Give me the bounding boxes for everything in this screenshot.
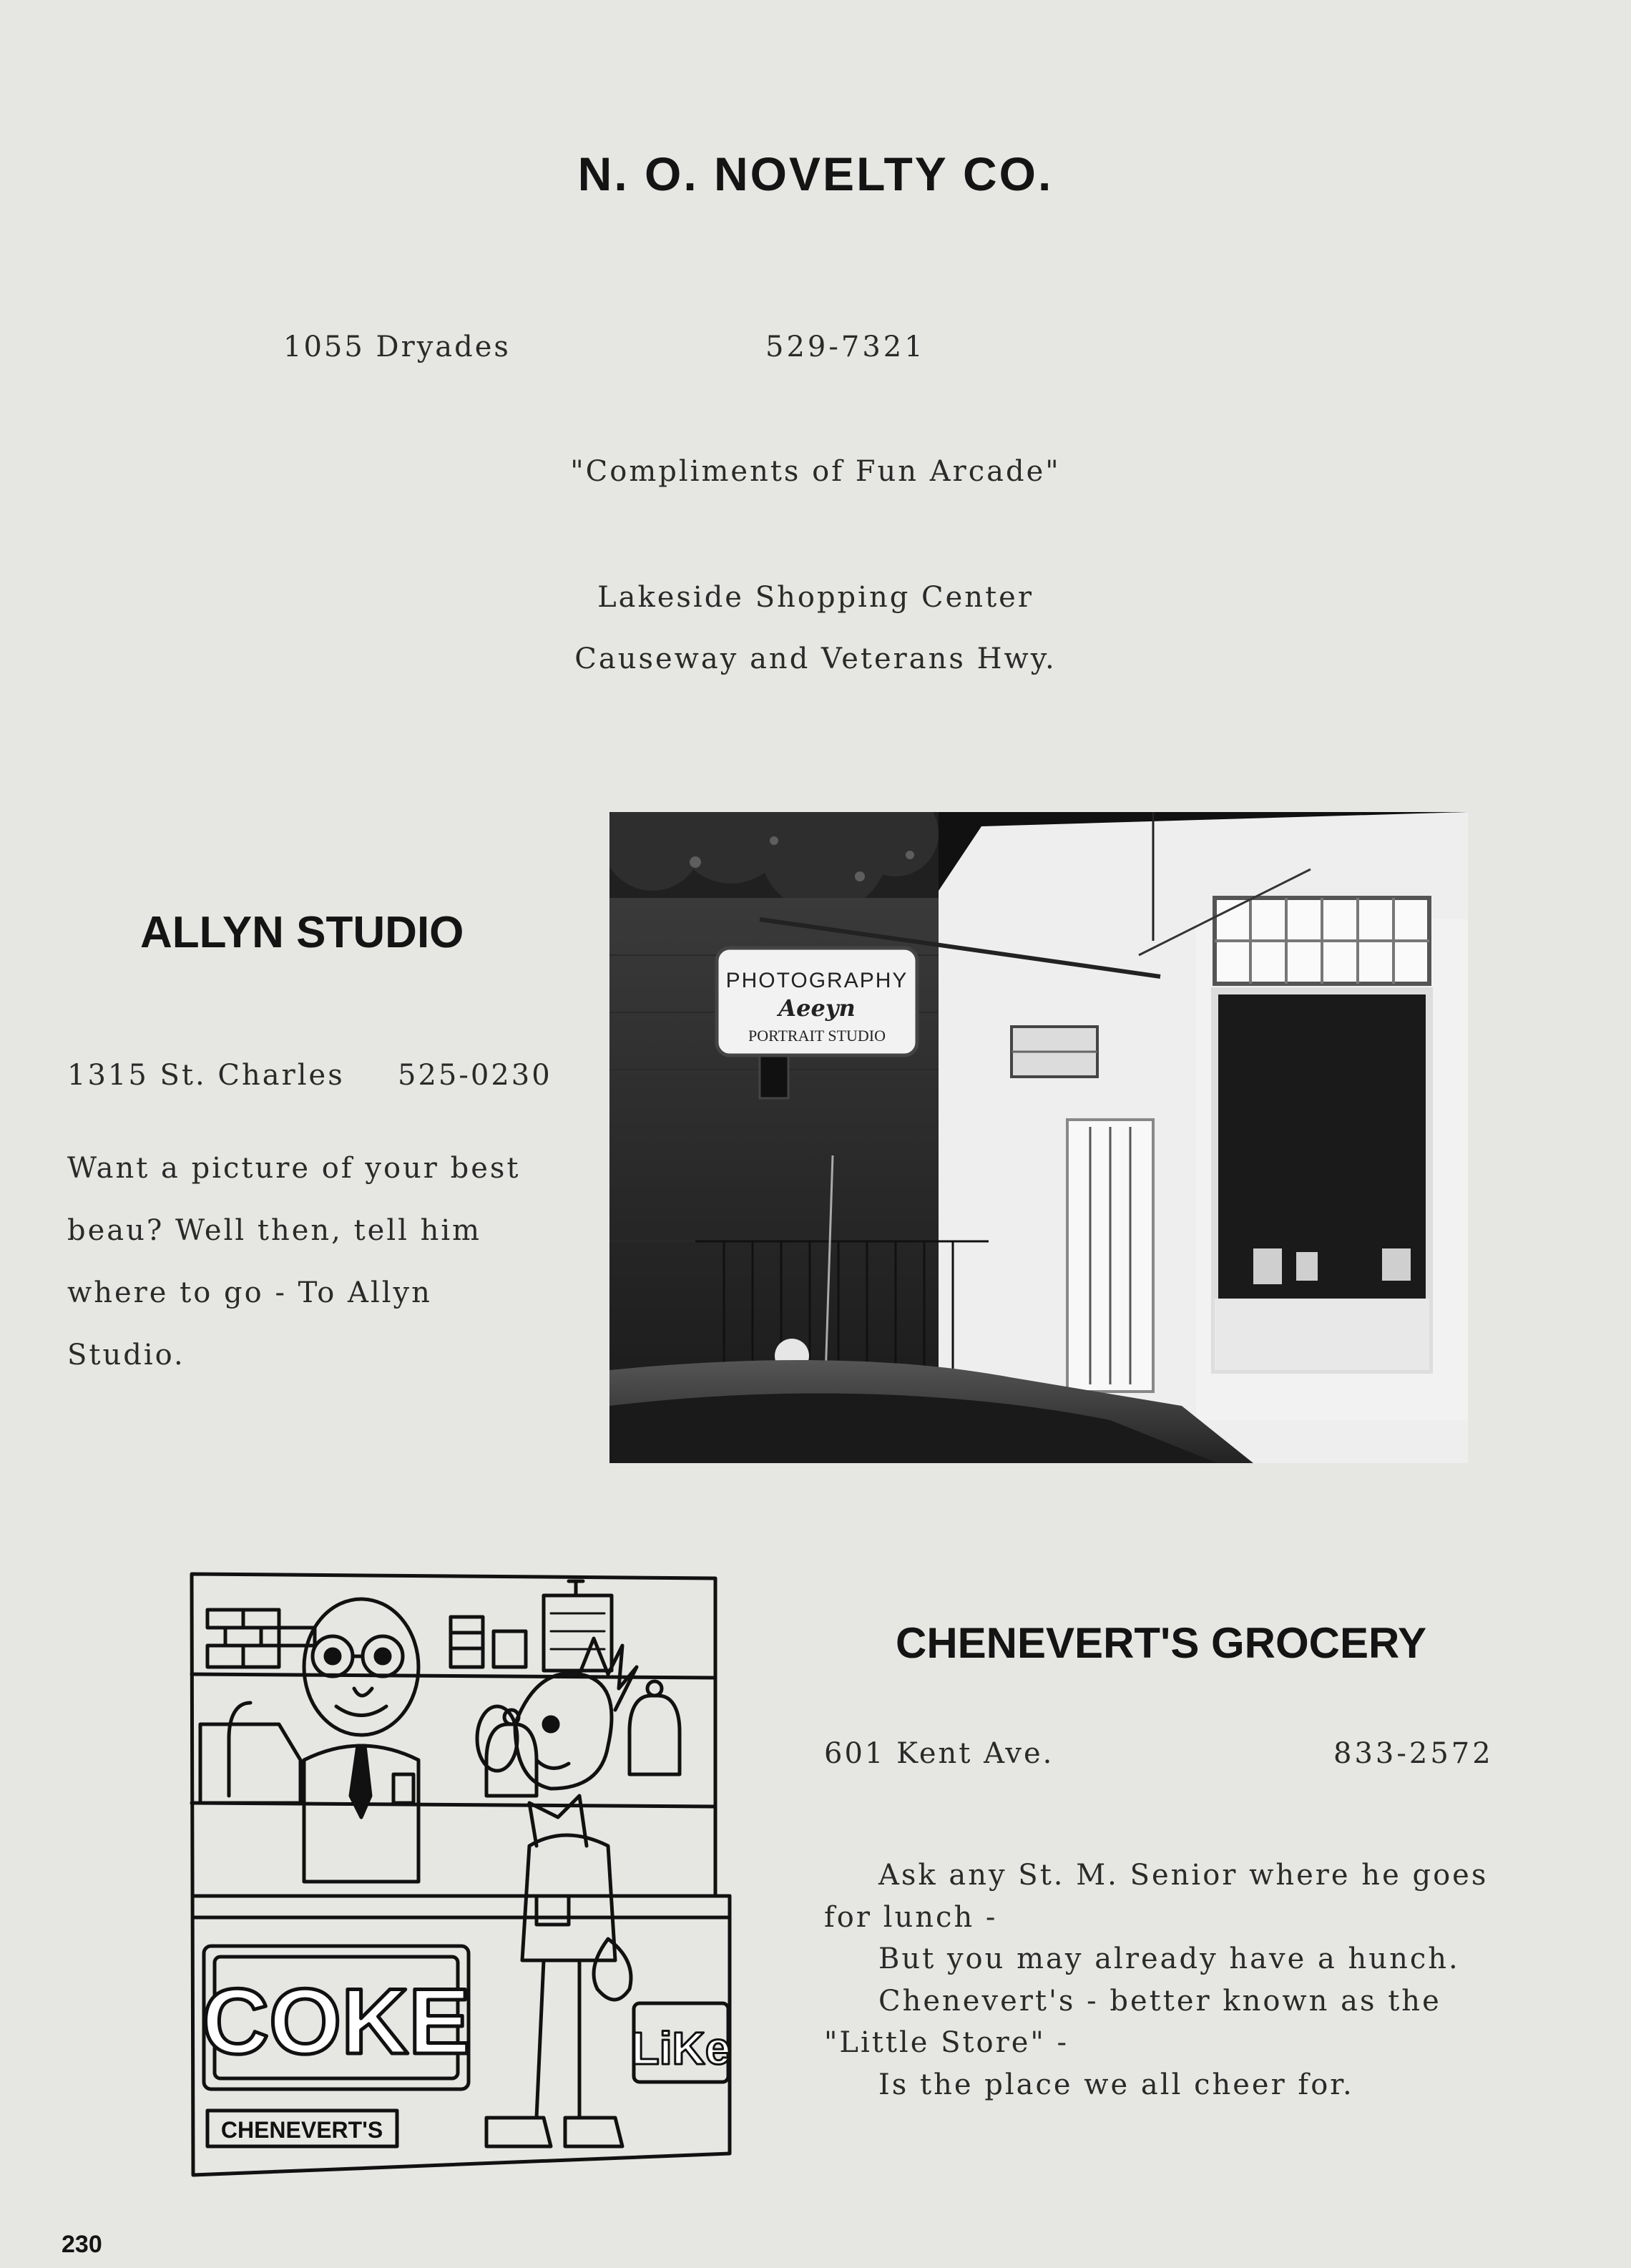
allyn-storefront-photo (609, 812, 1468, 1463)
poem-line: for lunch - (824, 1900, 998, 1934)
fun-arcade-compliments: "Compliments of Fun Arcade" (570, 455, 1061, 488)
arcade-location-line-1: Lakeside Shopping Center (597, 581, 1034, 614)
student-figure (477, 1638, 637, 2146)
like-sign-text: LiKe (631, 2023, 731, 2074)
arcade-location-line-2: Causeway and Veterans Hwy. (574, 642, 1057, 675)
poem-line: Chenevert's - better known as the (878, 1984, 1441, 2018)
page-number: 230 (62, 2231, 102, 2258)
grocery-cartoon-drawing (179, 1560, 773, 2182)
poem-line: "Little Store" - (824, 2026, 1069, 2059)
store-sign-text: CHENEVERT'S (220, 2117, 383, 2143)
chenevert-phone: 833-2572 (1333, 1737, 1494, 1770)
allyn-blurb (67, 1138, 582, 1387)
chenevert-address: 601 Kent Ave. (824, 1737, 1054, 1770)
allyn-phone: 525-0230 (398, 1059, 552, 1092)
poem-line: Is the place we all cheer for. (878, 2068, 1354, 2101)
poem-line: Ask any St. M. Senior where he goes (878, 1859, 1489, 1892)
photography-sign (717, 948, 917, 1055)
allyn-blurb-line: where to go - To Allyn (67, 1276, 432, 1309)
chenevert-title: CHENEVERT'S GROCERY (896, 1619, 1427, 1667)
sign-photography-text: PHOTOGRAPHY (725, 969, 908, 992)
novelty-phone: 529-7321 (765, 331, 926, 363)
novelty-address: 1055 Dryades (283, 331, 511, 363)
coke-sign-text: COKE (202, 1969, 471, 2073)
shopkeeper-figure (304, 1599, 418, 1882)
sign-portrait-studio-text: PORTRAIT STUDIO (748, 1027, 886, 1045)
grocery-cartoon (179, 1560, 773, 2182)
sign-allyn-script: Aeeyn (778, 994, 856, 1022)
allyn-address: 1315 St. Charles (67, 1059, 345, 1092)
poem-line: But you may already have a hunch. (878, 1942, 1460, 1975)
allyn-blurb-line: Studio. (67, 1339, 185, 1372)
allyn-blurb-line: Want a picture of your best (67, 1152, 521, 1185)
storefront-illustration (609, 812, 1468, 1463)
allyn-title: ALLYN STUDIO (140, 908, 464, 957)
chenevert-poem (824, 1854, 1539, 2106)
novelty-title: N. O. NOVELTY CO. (577, 147, 1054, 200)
allyn-blurb-line: beau? Well then, tell him (67, 1214, 482, 1247)
